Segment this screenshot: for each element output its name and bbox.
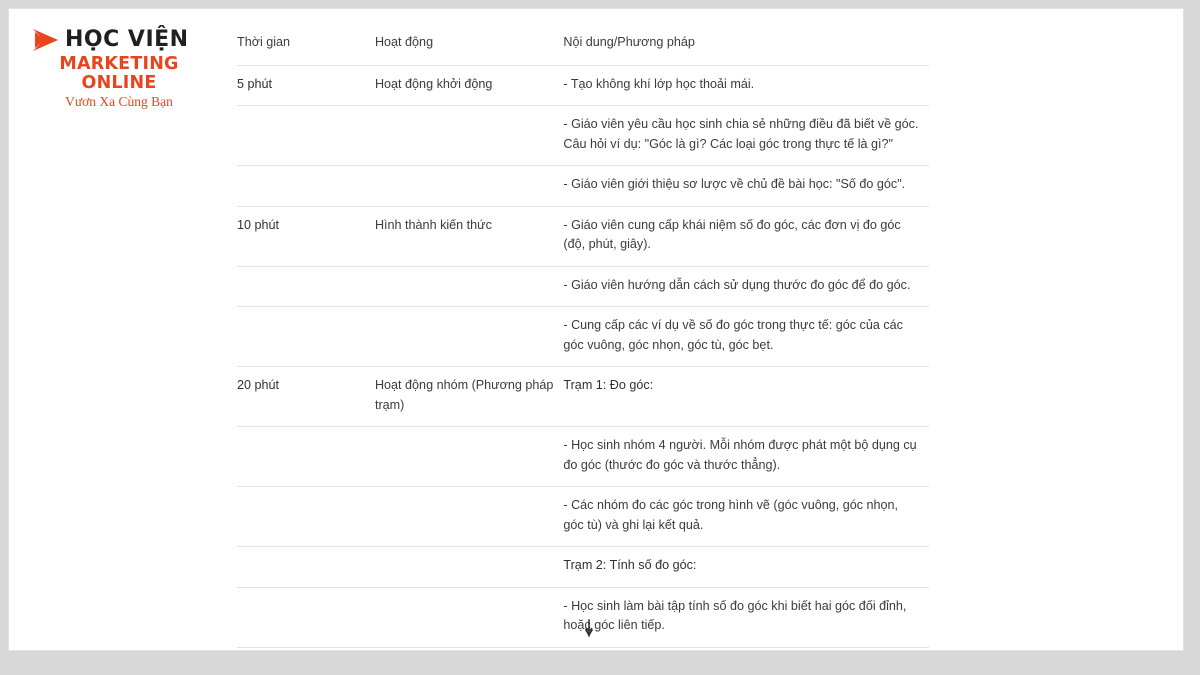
- cell-activity: [375, 547, 563, 588]
- cell-content: - Giáo viên giới thiệu sơ lược về chủ đề bài học: "Số đo góc".: [563, 166, 929, 207]
- document-page: [8, 8, 1184, 651]
- logo: [19, 27, 219, 109]
- cell-content: - Học sinh làm bài tập tính số đo góc khi biết hai góc đối đỉnh, hoặc góc liên tiếp.: [563, 587, 929, 647]
- cell-activity: [375, 487, 563, 547]
- table-header-row: [237, 31, 929, 65]
- logo-text-hoc-vien: HỌC VIỆN: [65, 27, 189, 52]
- table-row: [237, 587, 929, 647]
- cell-activity: [375, 106, 563, 166]
- cell-content: - Các nhóm đo các góc trong hình vẽ (góc vuông, góc nhọn, góc tù) và ghi lại kết quả.: [563, 487, 929, 547]
- cell-time: 5 phút: [237, 65, 375, 106]
- logo-primary-row: [19, 27, 219, 53]
- cell-content: - Học sinh nhóm 4 người. Mỗi nhóm được phát một bộ dụng cụ đo góc (thước đo góc và thước thẳng).: [563, 427, 929, 487]
- cell-activity: Hoạt động nhóm (Phương pháp trạm): [375, 367, 563, 427]
- cell-content: - Tạo không khí lớp học thoải mái.: [563, 65, 929, 106]
- cell-content: - Giáo viên yêu cầu học sinh chia sẻ những điều đã biết về góc. Câu hỏi ví dụ: "Góc là gì? Các loại góc trong thực tế là gì?": [563, 106, 929, 166]
- cell-activity: [375, 587, 563, 647]
- cell-time: [237, 307, 375, 367]
- table-row: [237, 106, 929, 166]
- column-header-content: Nội dung/Phương pháp: [563, 31, 929, 65]
- cell-content: - Cung cấp các ví dụ về số đo góc trong thực tế: góc của các góc vuông, góc nhọn, góc tù, góc bẹt.: [563, 307, 929, 367]
- cell-content: - Giáo viên hướng dẫn cách sử dụng thước đo góc để đo góc.: [563, 266, 929, 307]
- table-row: [237, 487, 929, 547]
- cell-time: [237, 427, 375, 487]
- cell-time: [237, 106, 375, 166]
- cell-activity: [375, 266, 563, 307]
- column-header-time: Thời gian: [237, 31, 375, 65]
- cell-time: [237, 547, 375, 588]
- cell-time: 20 phút: [237, 367, 375, 427]
- cell-activity: Hình thành kiến thức: [375, 206, 563, 266]
- table-body: [237, 65, 929, 647]
- cell-content: Trạm 2: Tính số đo góc:: [563, 547, 929, 588]
- play-triangle-icon: [31, 27, 61, 53]
- table-row: [237, 547, 929, 588]
- table-row: [237, 166, 929, 207]
- cell-content: Trạm 1: Đo góc:: [563, 367, 929, 427]
- logo-tagline: Vươn Xa Cùng Bạn: [65, 93, 173, 109]
- cell-time: [237, 587, 375, 647]
- cell-activity: [375, 166, 563, 207]
- cell-time: 10 phút: [237, 206, 375, 266]
- cell-content: - Giáo viên cung cấp khái niệm số đo góc, các đơn vị đo góc (độ, phút, giây).: [563, 206, 929, 266]
- cell-activity: [375, 427, 563, 487]
- logo-text-marketing-online: MARKETING ONLINE: [59, 54, 179, 94]
- table-row: [237, 65, 929, 106]
- table-row: [237, 367, 929, 427]
- table-row: [237, 206, 929, 266]
- lesson-plan-table: [237, 31, 929, 648]
- table-row: [237, 427, 929, 487]
- table-row: [237, 307, 929, 367]
- cell-time: [237, 266, 375, 307]
- cell-time: [237, 166, 375, 207]
- cell-time: [237, 487, 375, 547]
- column-header-activity: Hoạt động: [375, 31, 563, 65]
- table-row: [237, 266, 929, 307]
- cell-activity: Hoạt động khởi động: [375, 65, 563, 106]
- cell-activity: [375, 307, 563, 367]
